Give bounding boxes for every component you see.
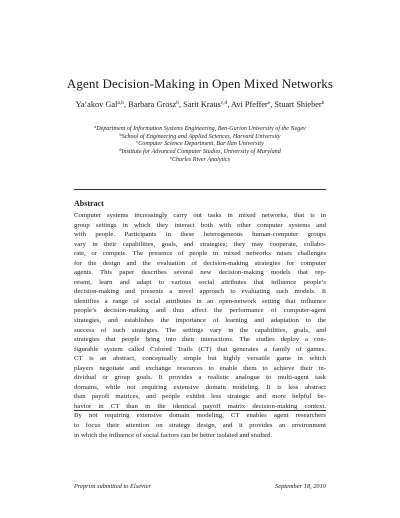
author-list [70, 99, 330, 110]
abstract-line: resent, learn and adapt to various social attributes that influence people’s [74, 278, 326, 286]
author-separator: , [179, 100, 184, 109]
abstract-line: havior in CT than in the identical payoff matrix decision-making context. [74, 402, 326, 410]
abstract-line: to focus their attention on strategy design, and it provides an environment [74, 422, 326, 430]
author-affiliation-mark: e [267, 100, 271, 106]
abstract-line: than payoff matrices, and people exhibit less strategic and more helpful be- [74, 393, 326, 401]
author-affiliation-mark: a,b [117, 100, 124, 106]
affiliation-text: Computer Science Department, Bar Ilan University [138, 141, 264, 148]
abstract-line: for the design and the evaluation of decision-making strategies for computer [74, 259, 326, 267]
author-separator: , [270, 100, 275, 109]
abstract-line: Computer systems increasingly carry out tasks in mixed networks, that is in [74, 212, 326, 219]
abstract-line: in which the influence of social factors can be better isolated and studied. [74, 431, 273, 439]
abstract-line: dividual or group goals. It provides a realistic analogue to multi-agent task [74, 374, 326, 382]
abstract-line: players negotiate and exchange resources to enable them to achieve their in- [74, 364, 326, 372]
affiliation-mark: b [119, 131, 122, 137]
abstract-body [74, 211, 326, 440]
affiliation-line [60, 154, 340, 165]
abstract-line: agents. This paper describes several new decision-making models that rep- [74, 269, 326, 277]
author-name: Ya’akov Gal [75, 100, 118, 109]
abstract-bottom-rule [74, 410, 326, 411]
footer-date: September 18, 2010 [275, 483, 326, 490]
author-affiliation-mark: b [176, 100, 180, 106]
abstract-line: figurable system called Colored Trails (CT) that generates a family of games. [74, 345, 326, 353]
author-name: Barbara Grosz [128, 100, 177, 109]
author-name: Stuart Shieber [274, 100, 322, 109]
affiliation-line [60, 141, 340, 149]
abstract-line: strategies, and establishes the importance of learning and adaptation to the [74, 317, 326, 325]
affiliation-mark: c [136, 139, 139, 145]
author-separator: , [227, 100, 232, 109]
abstract-line: with people. Participants in these heterogeneous human-computer groups [74, 231, 326, 239]
abstract-line: vary in their capabilities, goals, and strategies; they may cooperate, collabo- [74, 240, 326, 248]
abstract-line: people’s decision-making and thus affect the performance of computer-agent [74, 307, 326, 315]
affiliation-line [60, 149, 340, 157]
author-affiliation-mark: c,d [220, 100, 228, 106]
abstract-line: group settings in which they interact both with other computer systems and [74, 221, 326, 229]
abstract-line: identifies a range of social attributes in an open-network setting that influence [74, 297, 326, 305]
author-affiliation-mark: b [321, 100, 325, 106]
paper-title: Agent Decision-Making in Open Mixed Networks [66, 76, 334, 91]
abstract-line: decision-making and presents a novel approach to evaluating such models. It [74, 288, 326, 296]
abstract-heading: Abstract [74, 199, 104, 208]
affiliation-line [60, 126, 340, 134]
author-separator: , [123, 100, 129, 109]
author-name: Avi Pfeffer [231, 100, 268, 109]
affiliation-text: Charles River Analytics [171, 156, 231, 163]
abstract-top-rule [74, 189, 326, 190]
affiliation-list [60, 126, 340, 165]
author-name: Sarit Kraus [183, 100, 221, 109]
abstract-line: success of such strategies. The settings vary in the capabilities, goals, and [74, 326, 326, 334]
affiliation-mark: d [119, 147, 122, 153]
affiliation-mark: e [169, 154, 172, 160]
abstract-line: rate, or compete. The presence of people in mixed networks raises challenges [74, 250, 326, 258]
abstract-line: domains, while not requiring extensive domain modeling. It is less abstract [74, 383, 326, 391]
affiliation-text: Institute for Advanced Computer Studies, University of Maryland [121, 149, 281, 156]
affiliation-text: School of Engineering and Applied Sciences, Harvard University [121, 133, 281, 140]
affiliation-text: Department of Information Systems Engineering, Ben-Gurion University of the Negev [96, 126, 306, 132]
affiliation-mark: a [94, 124, 97, 129]
abstract-line: CT is an abstract, conceptually simple but highly versatile game in which [74, 355, 326, 363]
abstract-line: By not requiring extensive domain modeling, CT enables agent researchers [74, 412, 326, 420]
abstract-line: strategies that people bring into their interactions. The studies deploy a con- [74, 336, 326, 344]
footer-preprint-note: Preprint submitted to Elsevier [74, 483, 151, 490]
